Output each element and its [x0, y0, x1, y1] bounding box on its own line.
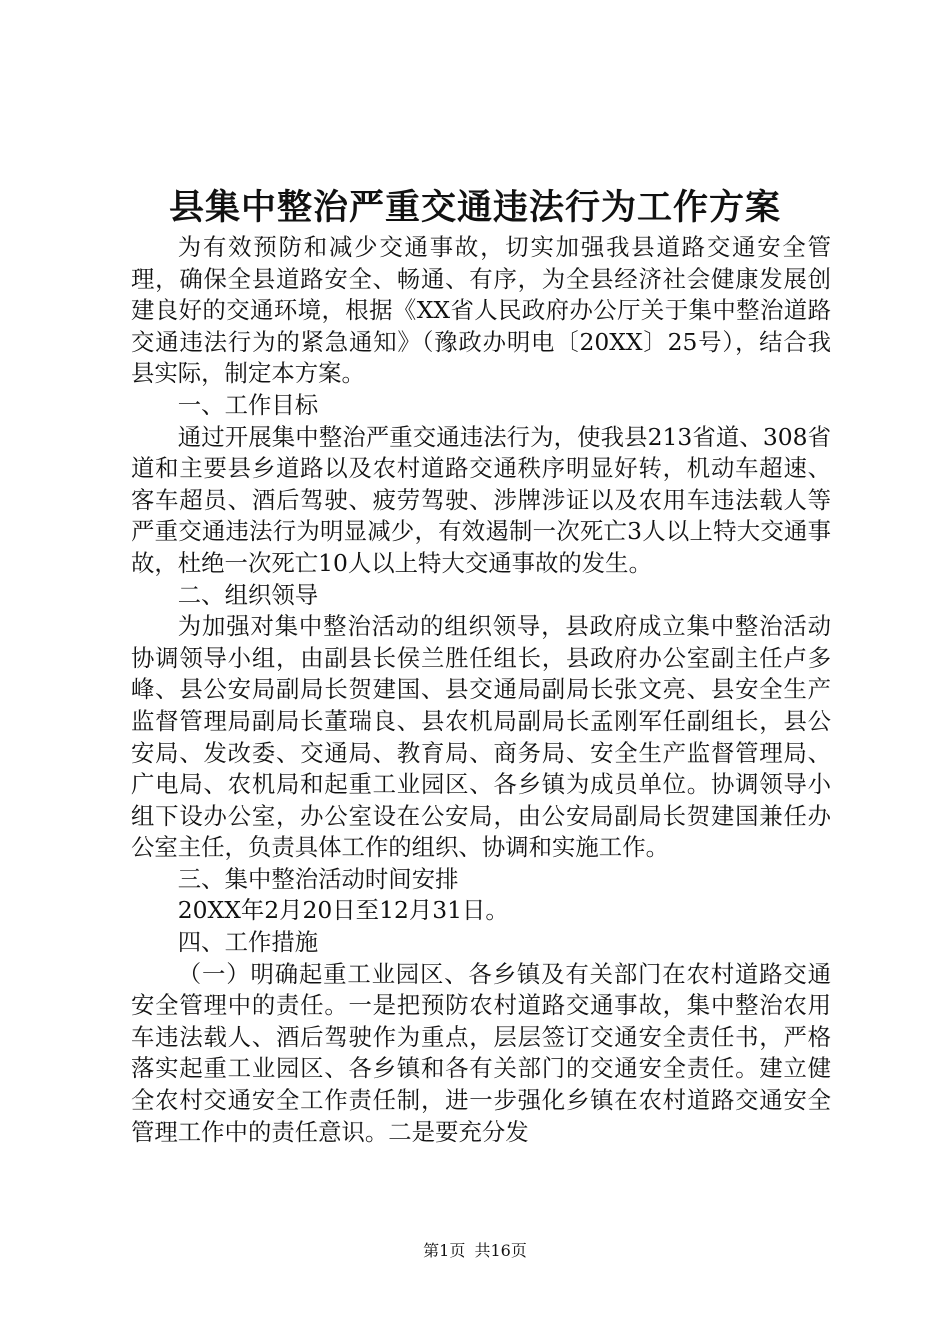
body-paragraph: （一）明确起重工业园区、各乡镇及有关部门在农村道路交通安全管理中的责任。一是把预防农村道路交通事故，集中整治农用车违法载人、酒后驾驶作为重点，层层签订交通安全责任书，严格落实起重工业园区、各乡镇和各有关部门的交通安全责任。建立健全农村交通安全工作责任制，进一步强化乡镇在农村道路交通安全管理工作中的责任意识。二是要充分发 [131, 959, 831, 1146]
page-footer [0, 1240, 950, 1262]
body-paragraph: 20XX年2月20日至12月31日。 [177, 896, 509, 925]
section-heading: 二、组织领导 [177, 580, 319, 609]
section-heading: 四、工作措施 [177, 928, 319, 957]
section-heading: 一、工作目标 [177, 390, 319, 419]
intro-paragraph: 为有效预防和减少交通事故，切实加强我县道路交通安全管理，确保全县道路安全、畅通、有序，为全县经济社会健康发展创建良好的交通环境，根据《XX省人民政府办公厅关于集中整治道路交通违法行为的紧急通知》（豫政办明电〔20XX〕25号），结合我县实际，制定本方案。 [131, 233, 831, 388]
section-heading: 三、集中整治活动时间安排 [177, 864, 459, 893]
body-paragraph: 通过开展集中整治严重交通违法行为，使我县213省道、308省道和主要县乡道路以及农村道路交通秩序明显好转，机动车超速、客车超员、酒后驾驶、疲劳驾驶、涉牌涉证以及农用车违法载人等严重交通违法行为明显减少，有效遏制一次死亡3人以上特大交通事故，杜绝一次死亡10人以上特大交通事故的发生。 [131, 422, 831, 577]
document-body [131, 232, 831, 1148]
page-number: 第1页 [423, 1241, 466, 1260]
document-title: 县集中整治严重交通违法行为工作方案 [168, 187, 781, 228]
page-total: 共16页 [474, 1241, 527, 1260]
body-paragraph: 为加强对集中整治活动的组织领导，县政府成立集中整治活动协调领导小组，由副县长侯兰胜任组长，县政府办公室副主任卢多峰、县公安局副局长贺建国、县交通局副局长张文亮、县安全生产监督管理局副局长董瑞良、县农机局副局长孟刚军任副组长，县公安局、发改委、交通局、教育局、商务局、安全生产监督管理局、广电局、农机局和起重工业园区、各乡镇为成员单位。协调领导小组下设办公室，办公室设在公安局，由公安局副局长贺建国兼任办公室主任，负责具体工作的组织、协调和实施工作。 [131, 612, 831, 862]
